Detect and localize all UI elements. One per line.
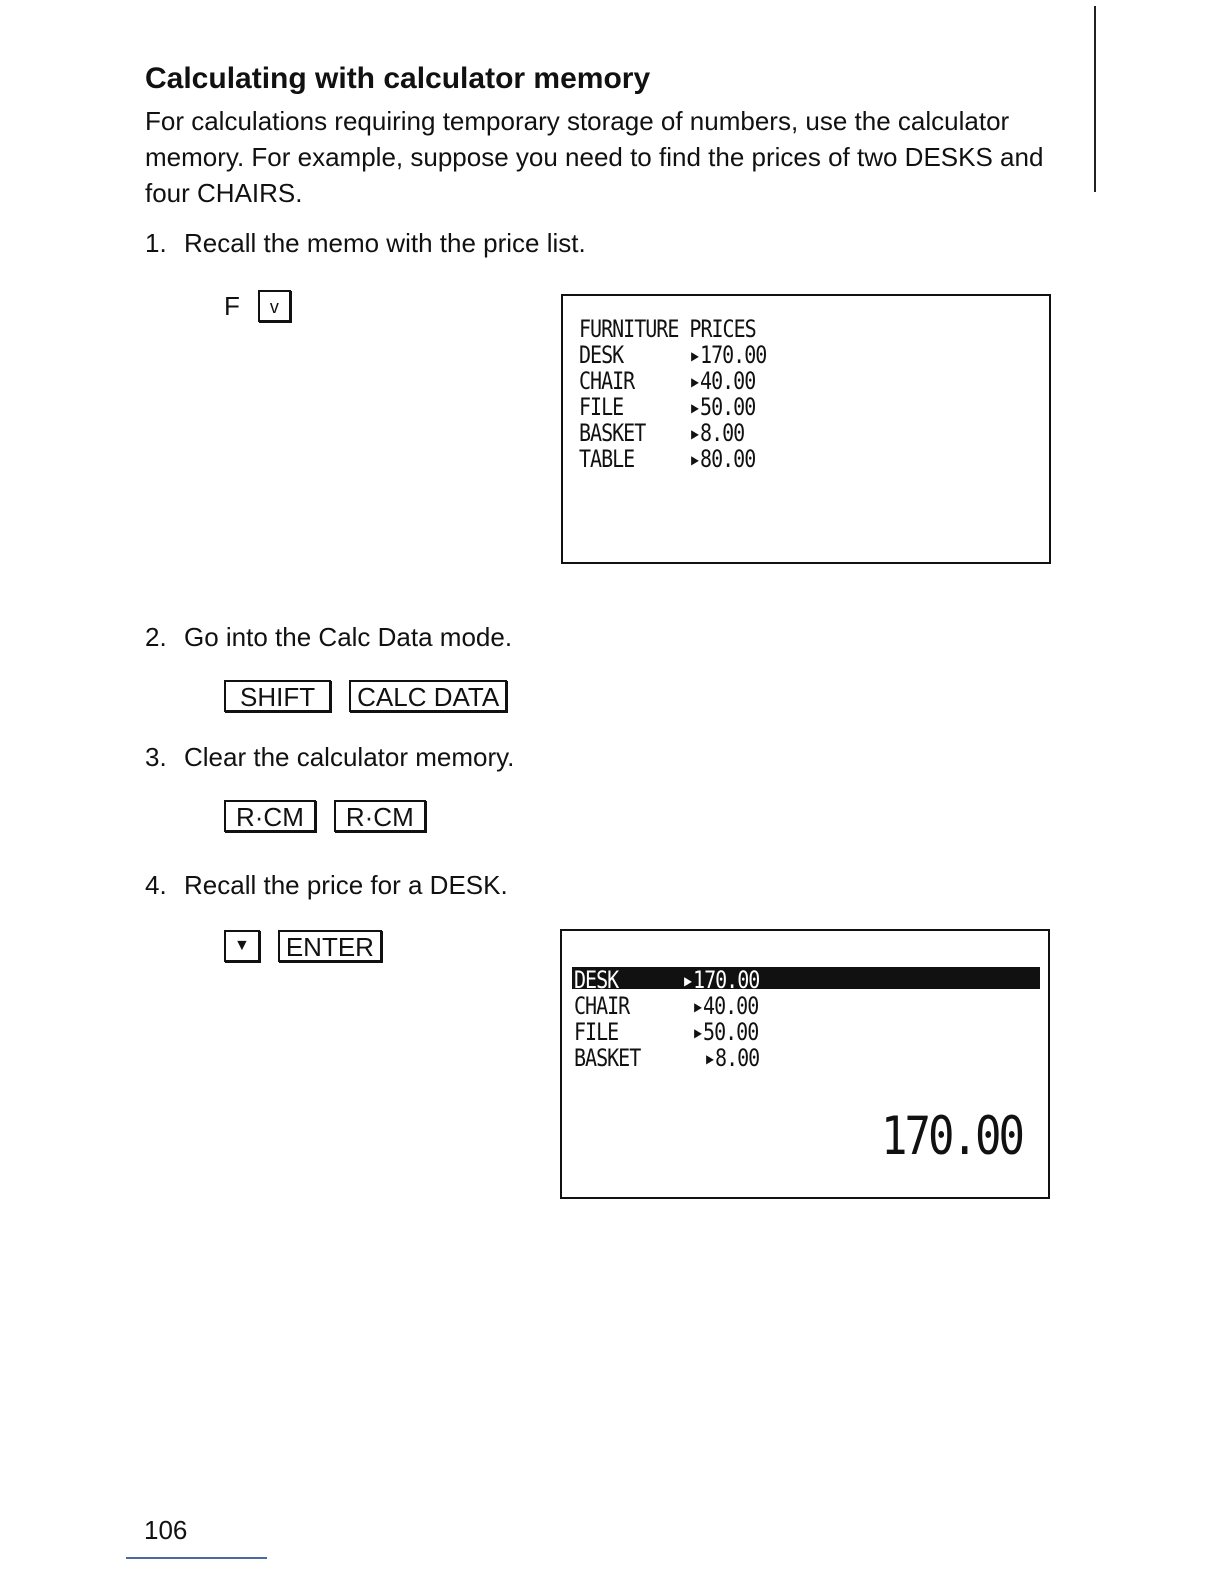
- intro-paragraph: For calculations requiring temporary storage of numbers, use the calculator memory. For example, suppose you need to find the prices of two DESKS and four CHAIRS.: [145, 106, 1044, 208]
- step-1-keys: [224, 290, 291, 322]
- item-name: BASKET: [579, 418, 646, 448]
- step-4-keys: [224, 930, 382, 962]
- item-name: FILE: [574, 1017, 619, 1047]
- f-key-label: F: [224, 290, 240, 321]
- down-arrow-key[interactable]: ▼: [224, 930, 260, 962]
- step-4: [145, 870, 508, 901]
- item-price: ▸50.00: [692, 1017, 759, 1047]
- step-3-keys: [224, 800, 426, 832]
- lcd-screen-calc-data: [560, 929, 1050, 1199]
- calc-result-display: 170.00: [881, 1105, 1022, 1167]
- rcm-key[interactable]: R·CM: [334, 800, 426, 832]
- margin-change-bar: [1094, 6, 1096, 192]
- item-price: ▸170.00: [689, 340, 767, 370]
- lcd-screen-price-list: [561, 294, 1051, 564]
- selection-highlight-bar: [572, 967, 1040, 989]
- step-text: Recall the memo with the price list.: [184, 228, 586, 258]
- step-number: 2.: [145, 622, 167, 652]
- calc-data-key[interactable]: CALC DATA: [349, 680, 507, 712]
- item-name: FILE: [579, 392, 624, 422]
- enter-key[interactable]: ENTER: [278, 930, 382, 962]
- step-1: [145, 228, 586, 259]
- lcd-row: [579, 366, 756, 396]
- step-2: [145, 622, 512, 653]
- lcd-row: [574, 1043, 760, 1073]
- item-price: ▸8.00: [689, 418, 745, 448]
- item-price: ▸170.00: [682, 965, 760, 995]
- step-text: Recall the price for a DESK.: [184, 870, 508, 900]
- step-number: 1.: [145, 228, 167, 258]
- lcd-row-selected: [574, 965, 760, 995]
- item-price: ▸40.00: [689, 366, 756, 396]
- section-title: Calculating with calculator memory: [145, 62, 651, 95]
- down-chevron-key[interactable]: v: [258, 290, 291, 322]
- item-price: ▸8.00: [704, 1043, 760, 1073]
- lcd-heading: FURNITURE PRICES: [579, 314, 756, 344]
- step-text: Go into the Calc Data mode.: [184, 622, 513, 652]
- lcd-row: [579, 418, 745, 448]
- item-name: DESK: [574, 965, 619, 995]
- shift-key[interactable]: SHIFT: [224, 680, 331, 712]
- item-price: ▸50.00: [689, 392, 756, 422]
- item-name: CHAIR: [579, 366, 635, 396]
- item-name: TABLE: [579, 444, 635, 474]
- lcd-row: [579, 444, 756, 474]
- item-name: BASKET: [574, 1043, 641, 1073]
- item-price: ▸40.00: [692, 991, 759, 1021]
- step-number: 3.: [145, 742, 167, 772]
- page-number: 106: [144, 1515, 188, 1545]
- lcd-row: [579, 392, 756, 422]
- step-2-keys: [224, 680, 507, 712]
- step-text: Clear the calculator memory.: [184, 742, 515, 772]
- item-name: CHAIR: [574, 991, 630, 1021]
- item-price: ▸80.00: [689, 444, 756, 474]
- lcd-row: [574, 991, 759, 1021]
- lcd-row: [574, 1017, 759, 1047]
- footer-rule: [126, 1557, 267, 1559]
- rcm-key[interactable]: R·CM: [224, 800, 316, 832]
- lcd-row: [579, 340, 767, 370]
- step-number: 4.: [145, 870, 167, 900]
- step-3: [145, 742, 514, 773]
- item-name: DESK: [579, 340, 624, 370]
